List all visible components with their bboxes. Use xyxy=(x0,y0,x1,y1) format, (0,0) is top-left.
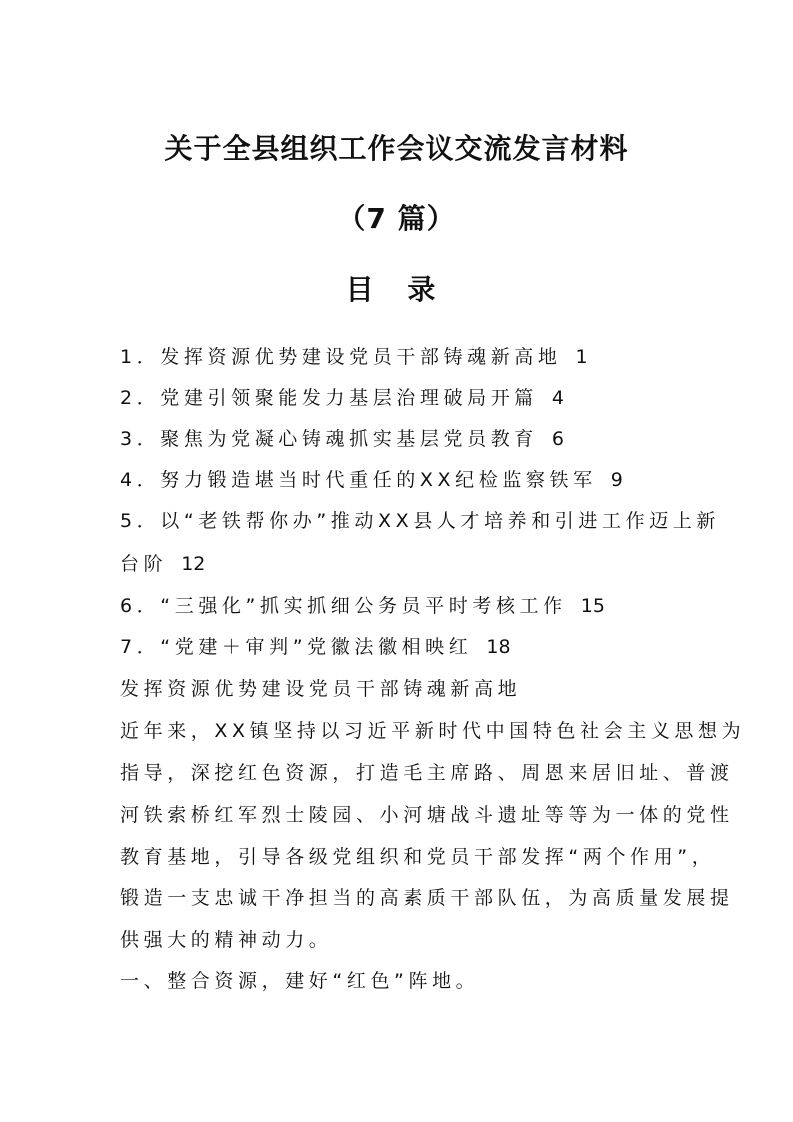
toc-item-page: 6 xyxy=(551,428,564,450)
toc-item[interactable] xyxy=(120,635,690,659)
toc-item[interactable] xyxy=(120,386,690,410)
toc-item-page: 15 xyxy=(580,595,605,617)
toc-item[interactable] xyxy=(120,345,690,369)
body-line: 锻造一支忠诚干净担当的高素质干部队伍，为高质量发展提 xyxy=(120,887,734,909)
toc-item-label: 5．以“老铁帮你办”推动XX县人才培养和引进工作迈上新 xyxy=(120,510,721,532)
toc-item[interactable] xyxy=(120,594,690,618)
toc-item-page: 1 xyxy=(575,346,588,368)
body-line: 教育基地，引导各级党组织和党员干部发挥“两个作用”， xyxy=(120,846,716,868)
toc-item-label: 7．“党建＋审判”党徽法徽相映红 xyxy=(120,636,473,658)
toc-item-page: 18 xyxy=(486,636,511,658)
toc-item-page: 4 xyxy=(551,387,564,409)
toc-item-page: 9 xyxy=(610,469,623,491)
toc-item-label: 2．党建引领聚能发力基层治理破局开篇 xyxy=(120,387,538,409)
toc-item-label: 1．发挥资源优势建设党员干部铸魂新高地 xyxy=(120,346,562,368)
toc-item-page: 12 xyxy=(181,553,206,575)
body-line: 指导，深挖红色资源，打造毛主席路、周恩来居旧址、普渡 xyxy=(120,762,734,784)
toc-item-continuation[interactable] xyxy=(120,552,690,576)
toc-item[interactable] xyxy=(120,509,721,533)
toc-item-label: 台阶 xyxy=(120,553,168,575)
body-line: 近年来，XX镇坚持以习近平新时代中国特色社会主义思想为 xyxy=(120,720,746,742)
subheading: 一、整合资源，建好“红色”阵地。 xyxy=(120,970,480,992)
toc-item[interactable] xyxy=(120,427,690,451)
document-subtitle: （7 篇） xyxy=(337,202,456,235)
document-title: 关于全县组织工作会议交流发言材料 xyxy=(164,132,629,165)
toc-item-label: 4．努力锻造堪当时代重任的XX纪检监察铁军 xyxy=(120,469,597,491)
body-line: 供强大的精神动力。 xyxy=(120,929,333,951)
body-line: 河铁索桥红军烈士陵园、小河塘战斗遗址等等为一体的党性 xyxy=(120,804,734,826)
toc-item-label: 3．聚焦为党凝心铸魂抓实基层党员教育 xyxy=(120,428,538,450)
toc-item[interactable] xyxy=(120,468,690,492)
toc-item-label: 6．“三强化”抓实抓细公务员平时考核工作 xyxy=(120,595,567,617)
toc-heading: 目 录 xyxy=(345,273,448,306)
section-title: 发挥资源优势建设党员干部铸魂新高地 xyxy=(120,678,522,700)
